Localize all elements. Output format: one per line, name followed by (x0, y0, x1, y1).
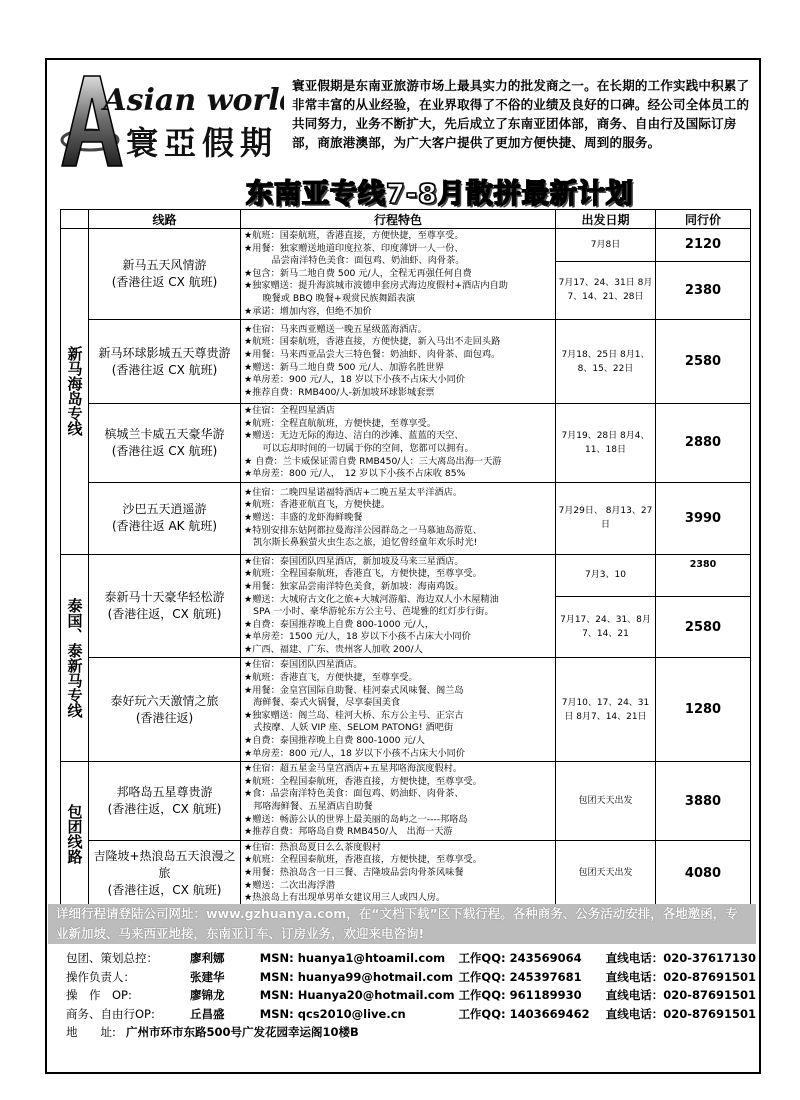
departure-dates: 7月3、10 (556, 554, 656, 596)
table-row (61, 404, 751, 483)
route-cell (89, 482, 241, 554)
feature-line: ★赠送：二次出海浮潜 (244, 879, 335, 891)
departure-dates: 包团天天出发 (556, 840, 656, 906)
feature-line: ★用餐：马来西亚品尝大三特色餐：奶油虾、肉骨茶、面包鸡。 (244, 349, 501, 361)
route-flight: (香港往返，CX 航班) (107, 607, 222, 622)
table-row (61, 840, 751, 906)
contact-qq: 工作QQ: 1403669462 (458, 1006, 590, 1021)
header-price: 同行价 (656, 210, 751, 229)
header-route: 线路 (89, 210, 241, 229)
trade-price: 2580 (656, 597, 751, 658)
feature-line: ★住宿：泰国团队四星酒店。 (244, 659, 363, 671)
feature-line: ★自费：泰国推荐晚上自费 800-1000 元/人 (244, 735, 425, 747)
feature-line: 式按摩、人妖 VIP 座、SELOM PATONG! 酒吧街 (244, 722, 454, 734)
feature-line: ★赠送：新马二地自费 500 元/人、加游名胜世界 (244, 361, 445, 373)
feature-line: ★单房差：800 元/人，18 岁以下小孩不占床大小同价 (244, 747, 465, 759)
features-cell (241, 840, 556, 906)
contact-qq: 工作QQ: 961189930 (458, 988, 582, 1002)
header-features: 行程特色 (241, 210, 556, 229)
features-cell (241, 658, 556, 762)
trade-price: 1280 (656, 658, 751, 762)
feature-line: ★航班：全程国泰航班，香港直接，方便快捷，至尊享受。 (244, 854, 482, 866)
feature-line: ★住宿：热浪岛夏日么么茶度假村 (244, 841, 381, 853)
table-row (61, 554, 751, 596)
feature-line: ★住宿：泰国团队四星酒店，新加坡及马来三星酒店。 (244, 555, 464, 567)
feature-line: ★广西、福建、广东、贵州客人加收 200/人 (244, 643, 423, 655)
contact-role: 操 作 OP: (66, 988, 132, 1002)
feature-line: ★赠送：丰盛的龙虾海鲜晚餐 (244, 511, 363, 523)
feature-line: ★航班：国泰航班，香港直接，方便快捷，至尊享受。 (244, 230, 464, 241)
route-name: 吉隆坡+热浪岛五天浪漫之旅 (93, 848, 236, 880)
feature-line: ★住宿：全程四星酒店 (244, 405, 335, 417)
contact-phone: 直线电话：020-87691501 (605, 969, 757, 984)
departure-dates: 7月19、28日 8月4、11、18日 (556, 404, 656, 483)
route-name: 邦咯岛五星尊贵游 (116, 785, 213, 799)
page-title: 东南亚专线7-8月散拼最新计划 (246, 179, 634, 210)
company-logo (52, 62, 284, 182)
features-cell (241, 320, 556, 404)
route-flight: (香港往返) (135, 710, 194, 725)
header-dates: 出发日期 (556, 210, 656, 229)
feature-line: ★单房差：900 元/人，18 岁以下小孩不占床大小同价 (244, 374, 465, 386)
contact-role: 包团、策划总控： (66, 951, 158, 965)
feature-line: ★住宿：二晚四星诺福特酒店+二晚五星太平洋酒店。 (244, 486, 463, 498)
address-value: 广州市环市东路500号广发花园幸运阁10楼B (126, 1025, 359, 1039)
feature-line: 邦咯海鲜餐、五星酒店自助餐 (244, 801, 373, 812)
category-name: 新马海岛专线 (61, 229, 89, 555)
route-flight: (香港往返 AK 航班) (111, 519, 218, 534)
address-row (66, 1023, 756, 1042)
feature-line: 可以忘却时间的一切属于你的空间，您都可以拥有。 (244, 442, 474, 454)
route-name: 新马环球影城五天尊贵游 (98, 345, 231, 360)
contact-phone: 直线电话：020-37617130 (605, 951, 757, 965)
trade-price: 2380 (656, 261, 751, 319)
route-flight: (香港往返，CX 航班) (107, 802, 222, 816)
trade-price: 2380 (656, 554, 751, 596)
logo-graphic (52, 62, 284, 182)
contact-name: 廖利娜 (190, 951, 225, 965)
category-name: 泰国、泰新马专线 (61, 554, 89, 762)
table-header-row (61, 210, 751, 229)
feature-line: ★自费：泰国推荐晚上自费 800-1000 元/人， (244, 618, 435, 630)
feature-line: ★承诺：增加内容，但绝不加价 (244, 305, 372, 317)
feature-line: SPA 一小时、豪华游轮东方公主号、芭堤雅的红灯步行街。 (244, 606, 494, 618)
feature-line: ★推荐自费：邦咯岛自费 RMB450/人 出海一天游 (244, 826, 453, 838)
category-name: 包团线路 (61, 762, 89, 907)
route-cell (89, 554, 241, 658)
feature-line: ★用餐：独家赠送地道印度拉茶、印度薄饼一人一份、 (244, 242, 464, 254)
table-row (61, 658, 751, 762)
logo-chinese-name: 寰亞假期 (125, 124, 279, 162)
feature-line: ★独家赠送：提升海滨城市波德申套房式海边度假村+酒店内自助 (244, 280, 508, 292)
contact-qq: 工作QQ: 243569064 (458, 951, 582, 965)
contact-phone: 直线电话：020-87691501 (605, 988, 757, 1002)
table-row (61, 229, 751, 262)
feature-line: ★住宿：马来西亚赠送一晚五星级蓝海酒店。 (244, 323, 427, 335)
route-name: 新马五天风情游 (122, 258, 207, 273)
route-name: 泰好玩六天激情之旅 (110, 693, 219, 708)
table-row (61, 762, 751, 841)
contact-msn: MSN: Huanya20@hotmail.com (259, 988, 455, 1002)
contact-msn: MSN: huanya1@htoamil.com (259, 951, 446, 965)
feature-line: ★独家赠送：阁兰岛、桂河大桥、东方公主号、正宗古 (244, 709, 464, 721)
route-name: 泰新马十天豪华轻松游 (104, 590, 225, 605)
feature-line: ★用餐：独家品尝南洋特色美食，新加坡：海南鸡饭。 (244, 580, 464, 592)
company-intro (292, 76, 754, 152)
feature-line: 海鲜餐、泰式火锅餐，尽享泰国美食 (244, 697, 401, 709)
departure-dates: 7月8日 (556, 229, 656, 262)
feature-line: ★单房差：800 元/人， 12 岁以下小孩不占床收 85% (244, 468, 466, 480)
feature-line: ★推荐自费：RMB400/人-新加坡环球影城套票 (244, 386, 435, 398)
intro-text: 是东南亚旅游市场上最具实力的批发商之一。在长期的工作实践中积累了非常丰富的从业经验，在业界取得了不俗的业绩及良好的口碑。经公司全体员工的共同努力，业务不断扩大，先后成立了东南亚团体部，商务、自由行及国际订房部，商旅港澳部，为广大客户提供了更加方便快捷、周到的服务。 (292, 78, 750, 150)
trade-price: 2880 (656, 404, 751, 483)
feature-line: ★特别安排东姑阿都拉曼海洋公园群岛之一马慕迪岛游览、 (244, 524, 482, 536)
departure-dates: 包团天天出发 (556, 762, 656, 841)
contact-qq: 工作QQ: 245397681 (458, 969, 582, 984)
contact-row (66, 1005, 756, 1024)
feature-line: ★用餐：金皇宫国际自助餐、桂河泰式风味餐、阁兰岛 (244, 684, 464, 696)
feature-line: ★航班：全程国泰航班，香港直接，方便快捷，至尊享受。 (244, 775, 482, 787)
feature-line: ★航班：国泰航班，香港直接，方便快捷，新入马出不走回头路 (244, 336, 501, 348)
feature-line: ★用餐：热浪岛含一日三餐、吉隆坡品尝肉骨茶风味餐 (244, 866, 464, 878)
feature-line: 品尝南洋特色美食：面包鸡、奶油虾、肉骨茶。 (244, 255, 465, 267)
departure-dates: 7月10、17、24、31日 8月7、14、21日 (556, 658, 656, 762)
contact-role: 操作负责人： (66, 969, 135, 984)
feature-line: ★航班：香港直飞，方便快捷，至尊享受。 (244, 672, 418, 684)
intro-lead: 寰亚假期 (292, 78, 343, 93)
route-flight: (香港往返 CX 航班) (111, 362, 218, 377)
logo-brand-text: Asian world (103, 83, 284, 118)
feature-line: ★食：品尝南洋特色美食：面包鸡、奶油虾、肉骨茶、 (244, 788, 464, 800)
trade-price: 4080 (656, 840, 751, 906)
feature-line: ★包含：新马二地自费 500 元/人，全程无再强任何自费 (244, 267, 472, 279)
contact-phone: 直线电话：020-87691501 (605, 1006, 757, 1021)
trade-price: 3880 (656, 762, 751, 841)
feature-line: 晚餐或 BBQ 晚餐+观赏民族舞蹈表演 (244, 292, 416, 304)
route-flight: (香港往返，CX 航班) (107, 882, 222, 897)
route-flight: (香港往返 CX 航班) (111, 275, 218, 290)
departure-dates: 7月17、24、31日 8月7、14、21、28日 (556, 261, 656, 319)
feature-line: ★住宿：超五星金马皇宫酒店+五星邦咯海滨度假村。 (244, 763, 463, 775)
features-cell (241, 229, 556, 320)
header-blank (61, 210, 89, 229)
departure-dates: 7月18、25日 8月1、8、15、22日 (556, 320, 656, 404)
departure-dates: 7月29日、 8月13、27日 (556, 482, 656, 554)
feature-line: ★热浪岛上有出现单男单女建议用三人或四人房。 (244, 892, 446, 904)
route-name: 槟城兰卡威五天豪华游 (104, 426, 225, 441)
route-name: 沙巴五天逍遥游 (122, 502, 207, 517)
route-cell (89, 320, 241, 404)
schedule-table (60, 209, 751, 907)
table-row (61, 482, 751, 554)
features-cell (241, 482, 556, 554)
contact-row (66, 968, 756, 987)
trade-price: 2120 (656, 229, 751, 262)
route-cell (89, 404, 241, 483)
feature-line: ★航班：全程国泰航班，香港直飞，方便快捷，至尊享受。 (244, 568, 482, 580)
contact-msn: MSN: huanya99@hotmail.com (259, 969, 454, 984)
feature-line: ★赠送：畅游公认的世界上最美丽的岛屿之一----邦咯岛 (244, 813, 468, 825)
route-flight: (香港往返 CX 航班) (111, 443, 218, 458)
route-cell (89, 762, 241, 841)
trade-price: 3990 (656, 482, 751, 554)
feature-line: ★航班：香港亚航直飞，方便快捷。 (244, 499, 391, 511)
website-note: 详细行程请登陆公司网址：www.gzhuanya.com，在“文档下载”区下载行程。各种商务、公务活动安排，各地邀函，专业新加坡、马来西亚地接，东南亚订车、订房业务，欢迎来电咨询! (48, 904, 756, 944)
feature-line: ★单房差：1500 元/人，18 岁以下小孩不占床大小同价 (244, 631, 471, 643)
feature-line: 凯尔斯长鼻猴萤火虫生态之旅，追忆曾经童年欢乐时光! (244, 537, 478, 549)
features-cell (241, 762, 556, 841)
trade-price: 2580 (656, 320, 751, 404)
contact-msn: MSN: qcs2010@live.cn (259, 1006, 406, 1021)
feature-line: ★赠送：大城府古文化之旅+大城河游船、海边双人小木屋精油 (244, 593, 499, 605)
feature-line: ★ 自费：兰卡威保证需自费 RMB450/人：三大离岛出海一天游 (244, 455, 502, 467)
feature-line: ★赠送：无边无际的海边、洁白的沙滩、蓝蓝的天空、 (244, 430, 464, 442)
features-cell (241, 404, 556, 483)
contact-row (66, 949, 756, 968)
contact-name: 廖锦龙 (190, 988, 225, 1002)
contact-role: 商务、自由行OP: (66, 1006, 155, 1021)
features-cell (241, 554, 556, 658)
contact-list (66, 949, 756, 1042)
route-cell (89, 229, 241, 320)
table-row (61, 320, 751, 404)
route-cell (89, 658, 241, 762)
contact-name: 张建华 (190, 969, 225, 984)
contact-row (66, 986, 756, 1005)
route-cell (89, 840, 241, 906)
address-label: 地 址: (66, 1025, 116, 1039)
feature-line: ★航班：全程直航航班，方便快捷，至尊享受。 (244, 417, 436, 429)
contact-name: 丘昌盛 (190, 1006, 225, 1021)
departure-dates: 7月17、24、31、8月7、14、21 (556, 597, 656, 658)
